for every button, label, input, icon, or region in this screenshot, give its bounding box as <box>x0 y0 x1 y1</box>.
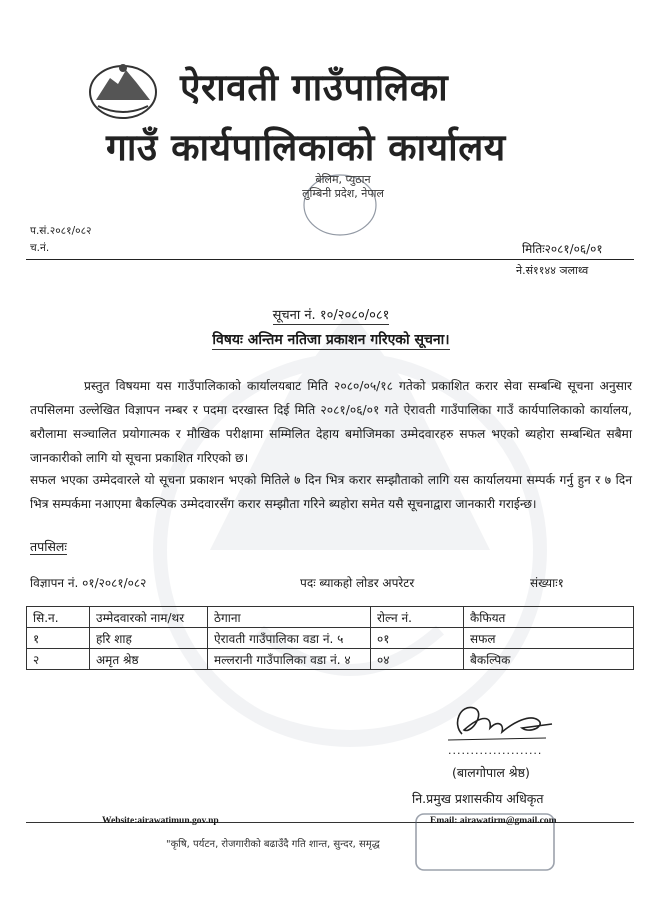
signatory-title: नि.प्रमुख प्रशासकीय अधिकृत <box>412 791 544 806</box>
title-line2: गाउँ कार्यपालिकाको कार्यालय <box>106 126 506 169</box>
table-cell: अमृत श्रेष्ठ <box>90 649 208 670</box>
results-table <box>26 606 634 670</box>
table-cell: २ <box>27 649 90 670</box>
column-header: ठेगाना <box>208 607 371 628</box>
signatory-name: (बालगोपाल श्रेष्ठ) <box>452 765 530 780</box>
address-line2: लुम्बिनी प्रदेश, नेपाल <box>302 187 384 200</box>
address-line1: बेलिम, प्युठान <box>315 173 371 186</box>
nepal-emblem-icon <box>88 60 158 120</box>
table-row <box>27 649 634 670</box>
header-divider <box>26 259 634 260</box>
table-row <box>27 628 634 649</box>
footer-slogan: "कृषि, पर्यटन, रोजगारीको बढाउँदै गति शान्त, सुन्दर, समृद्ध <box>166 839 380 850</box>
table-cell: मल्लरानी गाउँपालिका वडा नं. ४ <box>208 649 371 670</box>
signature-line: ..................... <box>448 744 543 757</box>
footer-website: Website:airawatimun.gov.np <box>102 816 219 826</box>
address-block <box>278 173 408 201</box>
notice-number: सूचना नं. १०/२०८०/०८१ <box>272 308 390 323</box>
details-heading: तपसिलः <box>30 539 67 554</box>
letter-number: प.सं.२०८१/०८२ <box>30 225 92 237</box>
body-paragraph-2: सफल भएका उम्मेदवारले यो सूचना प्रकाशन भएको मितिले ७ दिन भित्र करार सम्झौताको लागि यस कार्यालयमा सम्पर्क गर्नु हुन र ७ दिन भित्र सम्पर्कमा नआएमा बैकल्पिक उम्मेदवारसँग करार सम्झौता गरिने ब्यहोरा समेत यसै सूचनाद्वारा जानकारी गराईन्छ। <box>30 473 632 511</box>
nepal-sambat: ने.सं११४४ ञलाथ्व <box>516 264 589 277</box>
table-cell: ऐरावती गाउँपालिका वडा नं. ५ <box>208 628 371 649</box>
column-header: सि.न. <box>27 607 90 628</box>
column-header: उम्मेदवारको नाम/थर <box>90 607 208 628</box>
table-header-row <box>27 607 634 628</box>
table-cell: ०१ <box>371 628 464 649</box>
table-cell: बैकल्पिक <box>464 649 634 670</box>
advertisement-number: विज्ञापन नं. ०१/२०८१/०८२ <box>30 576 147 590</box>
dispatch-number: च.नं. <box>30 242 50 254</box>
date: मितिः२०८१/०६/०१ <box>522 242 603 256</box>
footer-email: Email: airawatirm@gmail.com <box>430 816 557 826</box>
table-cell: १ <box>27 628 90 649</box>
notice-subject: विषयः अन्तिम नतिजा प्रकाशन गरिएको सूचना। <box>212 332 450 348</box>
body-paragraph-1: प्रस्तुत विषयमा यस गाउँपालिकाको कार्यालयबाट मिति २०८०/०५/१८ गतेको प्रकाशित करार सेवा सम्बन्धि सूचना अनुसार तपसिलमा उल्लेखित विज्ञापन नम्बर र पदमा दरखास्त दिई मिति २०८१/०६/०१ गते ऐरावती गाउँपालिका गाउँ कार्यपालिकाको कार्यालय, बरौलामा सञ्चालित प्रयोगात्मक र मौखिक परीक्षामा सम्मिलित देहाय बमोजिमका उम्मेदवारहरु सफल भएको ब्यहोरा सम्बन्धित सबैमा जानकारीको लागि यो सूचना प्रकाशित गरिएको छ। <box>30 379 632 465</box>
table-cell: हरि शाह <box>90 628 208 649</box>
official-round-stamp-icon <box>410 806 560 876</box>
post-count: संख्याः१ <box>530 576 564 590</box>
post-name: पदः ब्याकहो लोडर अपरेटर <box>300 576 415 590</box>
table-cell: ०४ <box>371 649 464 670</box>
title-line1: ऐरावती गाउँपालिका <box>180 66 449 109</box>
table-cell: सफल <box>464 628 634 649</box>
column-header: रोल्न नं. <box>371 607 464 628</box>
column-header: कैफियत <box>464 607 634 628</box>
